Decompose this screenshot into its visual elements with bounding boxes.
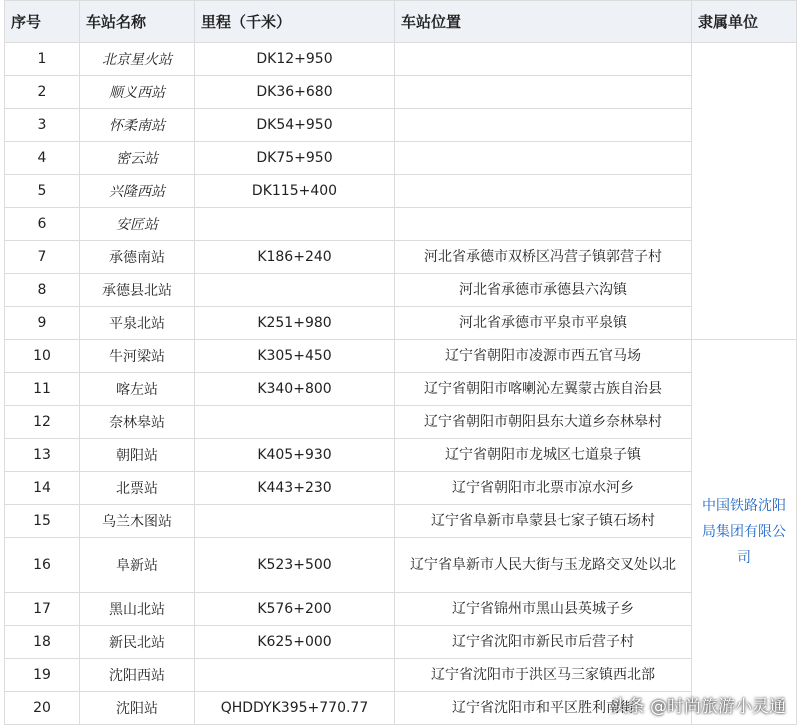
cell-location: 辽宁省朝阳市北票市凉水河乡: [395, 472, 692, 505]
cell-station-name: 怀柔南站: [80, 109, 195, 142]
table-row: [5, 208, 797, 241]
cell-seq: 20: [5, 692, 80, 725]
cell-location: 辽宁省朝阳市喀喇沁左翼蒙古族自治县: [395, 373, 692, 406]
cell-mileage: [195, 208, 395, 241]
cell-seq: 8: [5, 274, 80, 307]
cell-seq: 15: [5, 505, 80, 538]
cell-seq: 9: [5, 307, 80, 340]
cell-seq: 4: [5, 142, 80, 175]
table-row: [5, 505, 797, 538]
cell-seq: 10: [5, 340, 80, 373]
table-row: [5, 472, 797, 505]
cell-location: 河北省承德市双桥区冯营子镇郭营子村: [395, 241, 692, 274]
header-station-name: 车站名称: [80, 1, 195, 43]
cell-mileage: DK36+680: [195, 76, 395, 109]
cell-unit-group1: [692, 43, 797, 340]
cell-location: 辽宁省朝阳市朝阳县东大道乡奈林皋村: [395, 406, 692, 439]
cell-location: [395, 76, 692, 109]
table-row: [5, 626, 797, 659]
header-unit: 隶属单位: [692, 1, 797, 43]
cell-seq: 16: [5, 538, 80, 593]
table-header-row: [5, 1, 797, 43]
cell-station-name: 沈阳西站: [80, 659, 195, 692]
cell-seq: 3: [5, 109, 80, 142]
cell-seq: 13: [5, 439, 80, 472]
cell-seq: 1: [5, 43, 80, 76]
table-row: [5, 659, 797, 692]
table-row: [5, 340, 797, 373]
cell-seq: 12: [5, 406, 80, 439]
cell-station-name: 承德县北站: [80, 274, 195, 307]
cell-station-name: 北京星火站: [80, 43, 195, 76]
cell-mileage: K186+240: [195, 241, 395, 274]
cell-mileage: DK75+950: [195, 142, 395, 175]
header-location: 车站位置: [395, 1, 692, 43]
cell-location: [395, 208, 692, 241]
cell-station-name: 密云站: [80, 142, 195, 175]
table-row: [5, 538, 797, 593]
header-mileage: 里程（千米）: [195, 1, 395, 43]
cell-mileage: DK54+950: [195, 109, 395, 142]
table-row: [5, 274, 797, 307]
table-row: [5, 142, 797, 175]
cell-location: 辽宁省朝阳市龙城区七道泉子镇: [395, 439, 692, 472]
cell-location: 河北省承德市承德县六沟镇: [395, 274, 692, 307]
cell-station-name: 新民北站: [80, 626, 195, 659]
cell-station-name: 乌兰木图站: [80, 505, 195, 538]
table-row: [5, 406, 797, 439]
cell-station-name: 承德南站: [80, 241, 195, 274]
cell-mileage: K576+200: [195, 593, 395, 626]
cell-station-name: 北票站: [80, 472, 195, 505]
cell-seq: 5: [5, 175, 80, 208]
cell-location: 河北省承德市平泉市平泉镇: [395, 307, 692, 340]
cell-location: 辽宁省阜新市人民大街与玉龙路交叉处以北: [395, 538, 692, 593]
cell-mileage: DK115+400: [195, 175, 395, 208]
cell-seq: 17: [5, 593, 80, 626]
cell-station-name: 平泉北站: [80, 307, 195, 340]
cell-station-name: 顺义西站: [80, 76, 195, 109]
cell-station-name: 安匠站: [80, 208, 195, 241]
cell-location: 辽宁省朝阳市凌源市西五官马场: [395, 340, 692, 373]
cell-mileage: K340+800: [195, 373, 395, 406]
watermark: 头条 @时尚旅游小灵通: [610, 697, 786, 717]
cell-mileage: K523+500: [195, 538, 395, 593]
cell-location: 辽宁省沈阳市新民市后营子村: [395, 626, 692, 659]
cell-location: [395, 142, 692, 175]
cell-mileage: [195, 406, 395, 439]
cell-seq: 2: [5, 76, 80, 109]
table-row: [5, 43, 797, 76]
cell-location: 辽宁省沈阳市和平区胜利南街: [395, 692, 692, 725]
cell-location: 辽宁省沈阳市于洪区马三家镇西北部: [395, 659, 692, 692]
table-row: [5, 593, 797, 626]
cell-station-name: 沈阳站: [80, 692, 195, 725]
cell-mileage: [195, 659, 395, 692]
cell-mileage: [195, 274, 395, 307]
cell-mileage: [195, 505, 395, 538]
table-row: [5, 109, 797, 142]
cell-mileage: K305+450: [195, 340, 395, 373]
table-row: [5, 373, 797, 406]
cell-station-name: 兴隆西站: [80, 175, 195, 208]
table-row: [5, 307, 797, 340]
cell-unit-group2: 中国铁路沈阳局集团有限公司: [692, 340, 797, 725]
cell-seq: 14: [5, 472, 80, 505]
table-row: [5, 241, 797, 274]
table-row: [5, 439, 797, 472]
cell-station-name: 奈林皋站: [80, 406, 195, 439]
table-row: [5, 76, 797, 109]
cell-seq: 11: [5, 373, 80, 406]
cell-station-name: 朝阳站: [80, 439, 195, 472]
cell-station-name: 牛河梁站: [80, 340, 195, 373]
cell-mileage: K443+230: [195, 472, 395, 505]
stations-table: [4, 0, 797, 725]
cell-mileage: DK12+950: [195, 43, 395, 76]
cell-location: 辽宁省阜新市阜蒙县七家子镇石场村: [395, 505, 692, 538]
cell-mileage: K405+930: [195, 439, 395, 472]
cell-location: [395, 43, 692, 76]
table-row: [5, 175, 797, 208]
cell-location: [395, 175, 692, 208]
cell-seq: 6: [5, 208, 80, 241]
cell-mileage: QHDDYK395+770.77: [195, 692, 395, 725]
cell-mileage: K625+000: [195, 626, 395, 659]
cell-station-name: 黑山北站: [80, 593, 195, 626]
header-seq: 序号: [5, 1, 80, 43]
cell-seq: 19: [5, 659, 80, 692]
cell-mileage: K251+980: [195, 307, 395, 340]
cell-station-name: 喀左站: [80, 373, 195, 406]
cell-location: 辽宁省锦州市黑山县英城子乡: [395, 593, 692, 626]
cell-seq: 18: [5, 626, 80, 659]
cell-seq: 7: [5, 241, 80, 274]
cell-location: [395, 109, 692, 142]
cell-station-name: 阜新站: [80, 538, 195, 593]
